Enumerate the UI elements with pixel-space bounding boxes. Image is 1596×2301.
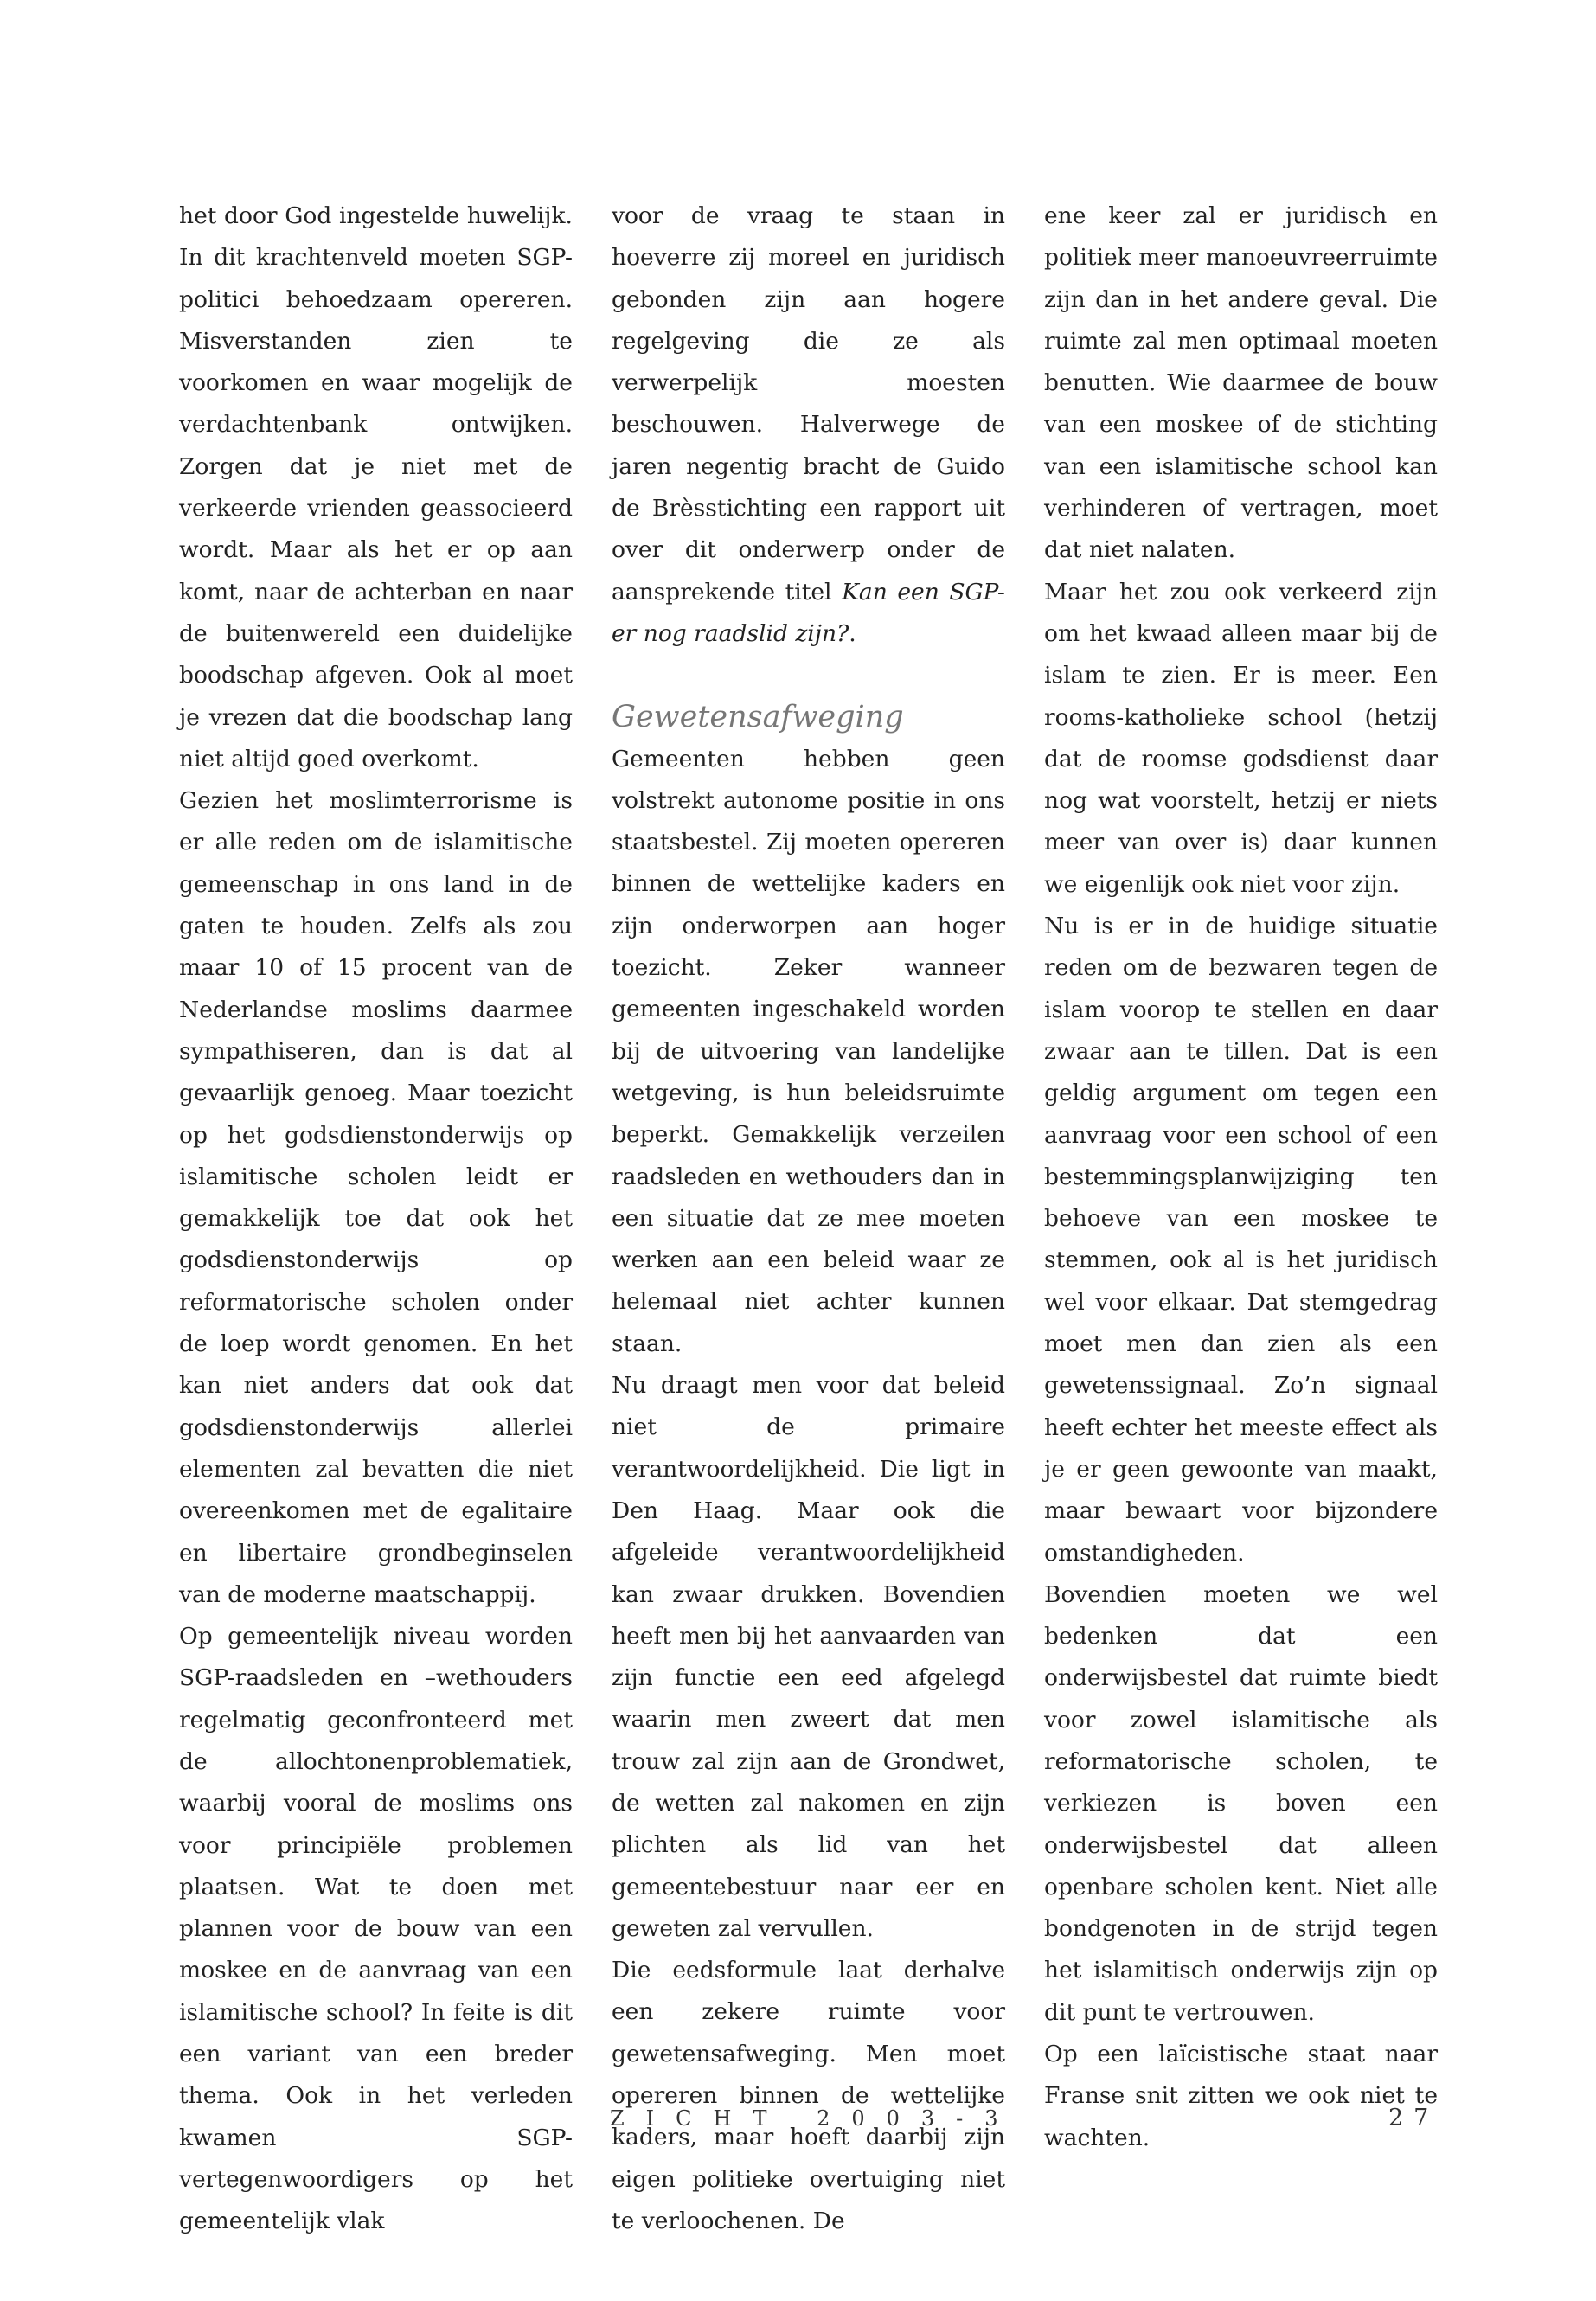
paragraph: Gezien het moslimterrorisme is er alle reden om de islamitische gemeenschap in ons land in de gaten te houden. Zelfs als zou maar 10 of 15 procent van de Nederlandse moslims daarmee sympathiseren, dan is dat al gevaarlijk genoeg. Maar toezicht op het godsdienstonderwijs op islamitische scholen leidt er gemakkelijk toe dat ook het godsdienstonderwijs op reformatorische scholen onder de loep wordt genomen. En het kan niet anders dat ook dat godsdienstonderwijs allerlei elementen zal bevatten die niet overeenkomen met de egalitaire en libertaire grondbeginselen van de moderne maatschappij. [179, 787, 573, 1608]
paragraph-end: . [849, 619, 856, 647]
paragraph: Nu draagt men voor dat beleid niet de primaire verantwoordelijkheid. Die ligt in Den Haag. Maar ook die afgeleide verantwoordelijkheid kan zwaar drukken. Bovendien heeft men bij het aanvaarden van zijn functie een eed afgelegd waarin men zweert dat men trouw zal zijn aan de Grondwet, de wetten zal nakomen en zijn plichten als lid van het gemeentebestuur naar eer en geweten zal vervullen. [612, 1372, 1005, 1942]
paragraph: Nu is er in de huidige situatie reden om de bezwaren tegen de islam voorop te stellen en daar zwaar aan te tillen. Dat is een geldig argument om tegen een aanvraag voor een school of een bestemmingsplanwijziging ten behoeve van een moskee te stemmen, ook al is het juridisch wel voor elkaar. Dat stemgedrag moet men dan zien als een gewetenssignaal. Zo’n signaal heeft echter het meeste effect als je er geen gewoonte van maakt, maar bewaart voor bijzondere omstandigheden. [1044, 913, 1438, 1567]
paragraph-text: voor de vraag te staan in hoeverre zij moreel en juridisch gebonden zijn aan hogere regelgeving die ze als verwerpelijk moesten beschouwen. Halverwege de jaren negentig bracht de Guido de Brèsstichting een rapport uit over dit onderwerp onder de aansprekende titel [612, 202, 1005, 606]
paragraph: Op gemeentelijk niveau worden SGP-raadsleden en –wethouders regelmatig geconfronteerd met de allochtonenproblematiek, waarbij vooral de moslims ons voor principiële problemen plaatsen. Wat te doen met plannen voor de bouw van een moskee en de aanvraag van een islamitische school? In feite is dit een variant van een breder thema. Ook in het verleden kwamen SGP-vertegenwoordigers op het gemeentelijk vlak [179, 1623, 573, 2235]
paragraph: ene keer zal er juridisch en politiek meer manoeuvreerruimte zijn dan in het andere geval. Die ruimte zal men optimaal moeten benutten. Wie daarmee de bouw van een moskee of de stichting van een islamitische school kan verhinderen of vertragen, moet dat niet nalaten. [1044, 202, 1438, 564]
paragraph: Die eedsformule laat derhalve een zekere ruimte voor gewetensafweging. Men moet opereren binnen de wettelijke kaders, maar hoeft daarbij zijn eigen politieke overtuiging niet te verloochenen. De [612, 1957, 1005, 2234]
section-heading: Gewetensafweging [612, 700, 904, 735]
page-number: 27 [1388, 2105, 1439, 2131]
footer-journal-issue: ZICHT 2003-3 [610, 2106, 1020, 2131]
report-title: Kan een SGP-er nog raadslid zijn? [612, 578, 1005, 647]
paragraph: Maar het zou ook verkeerd zijn om het kwaad alleen maar bij de islam te zien. Er is meer. Een rooms-katholieke school (hetzij dat de roomse godsdienst daar nog wat voorstelt, hetzij er niets meer van over is) daar kunnen we eigenlijk ook niet voor zijn. [1044, 578, 1438, 898]
paragraph: Bovendien moeten we wel bedenken dat een onderwijsbestel dat ruimte biedt voor zowel islamitische als reformatorische scholen, te verkiezen is boven een onderwijsbestel dat alleen openbare scholen kent. Niet alle bondgenoten in de strijd tegen het islamitisch onderwijs zijn op dit punt te vertrouwen. [1044, 1580, 1438, 2026]
text-column-2 [612, 195, 1005, 2242]
paragraph: Op een laïcistische staat naar Franse snit zitten we ook niet te wachten. [1044, 2041, 1438, 2151]
text-column-3 [1044, 195, 1438, 2159]
paragraph [612, 195, 1005, 655]
paragraph: het door God ingestelde huwelijk. In dit krachtenveld moeten SGP-politici behoedzaam opereren. Misverstanden zien te voorkomen en waar mogelijk de verdachtenbank ontwijken. Zorgen dat je niet met de verkeerde vrienden geassocieerd wordt. Maar als het er op aan komt, naar de achterban en naar de buitenwereld een duidelijke boodschap afgeven. Ook al moet je vrezen dat die boodschap lang niet altijd goed overkomt. [179, 202, 573, 772]
text-column-1 [179, 195, 573, 2243]
paragraph: Gemeenten hebben geen volstrekt autonome positie in ons staatsbestel. Zij moeten opereren binnen de wettelijke kaders en zijn onderworpen aan hoger toezicht. Zeker wanneer gemeenten ingeschakeld worden bij de uitvoering van landelijke wetgeving, is hun beleidsruimte beperkt. Gemakkelijk verzeilen raadsleden en wethouders dan in een situatie dat ze mee moeten werken aan een beleid waar ze helemaal niet achter kunnen staan. [612, 745, 1005, 1357]
